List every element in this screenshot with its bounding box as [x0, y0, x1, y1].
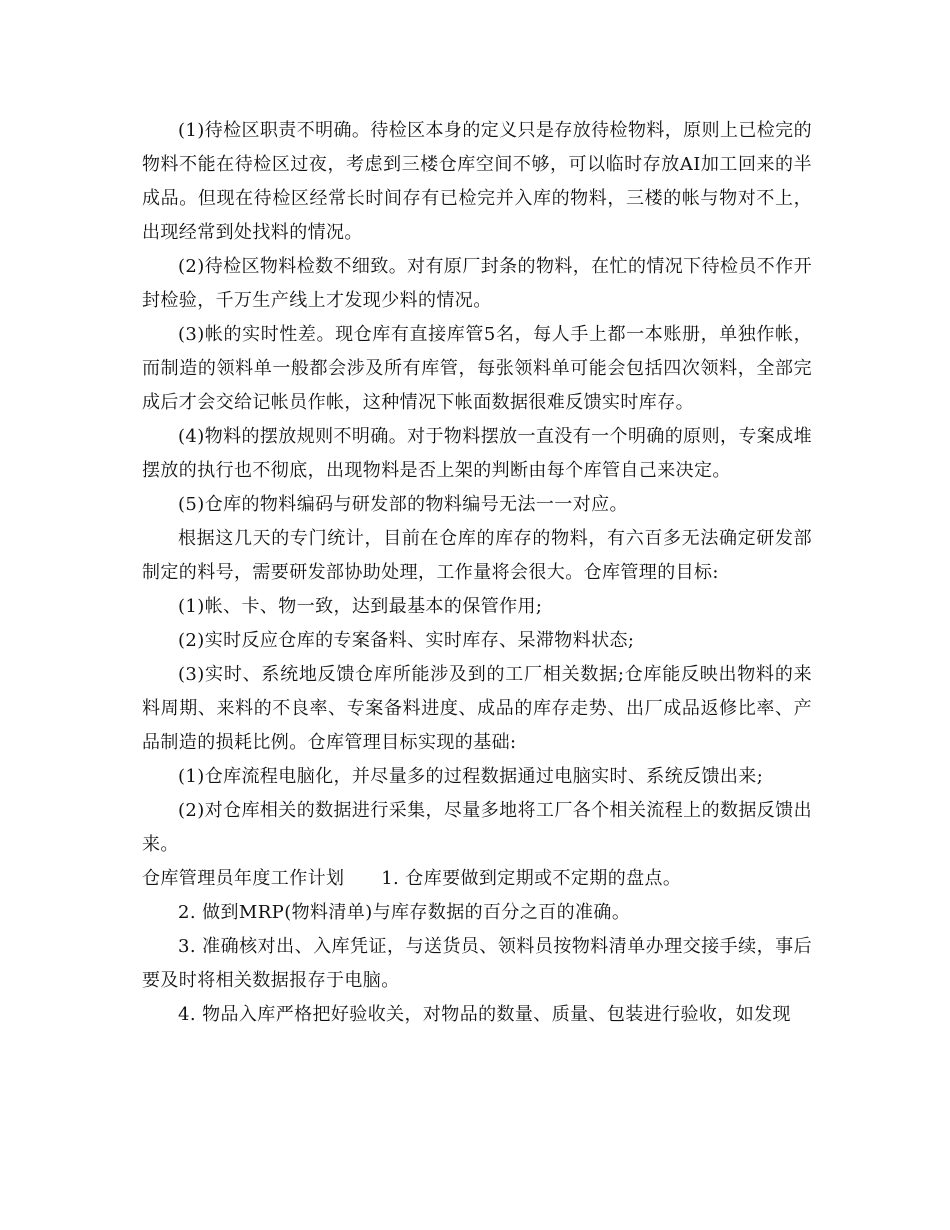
paragraph-statistics: 根据这几天的专门统计，目前在仓库的库存的物料，有六百多无法确定研发部制定的料号，需要研发部协助处理，工作量将会很大。仓库管理的目标: [142, 528, 812, 583]
paragraph-basis-1: (1)仓库流程电脑化，并尽量多的过程数据通过电脑实时、系统反馈出来; [178, 766, 764, 787]
paragraph-issue-1: (1)待检区职责不明确。待检区本身的定义只是存放待检物料，原则上已检完的物料不能在待检区过夜，考虑到三楼仓库空间不够，可以临时存放AI加工回来的半成品。但现在待检区经常长时间存有已检完并入库的物料，三楼的帐与物对不上，出现经常到处找料的情况。 [142, 120, 812, 243]
paragraph-issue-3: (3)帐的实时性差。现仓库有直接库管5名，每人手上都一本账册，单独作帐，而制造的领料单一般都会涉及所有库管，每张领料单可能会包括四次领料，全部完成后才会交给记帐员作帐，这种情况下帐面数据很难反馈实时库存。 [142, 324, 812, 413]
paragraph-plan-3: 3. 准确核对出、入库凭证，与送货员、领料员按物料清单办理交接手续，事后要及时将相关数据报存于电脑。 [142, 936, 812, 991]
paragraph-goal-2: (2)实时反应仓库的专案备料、实时库存、呆滞物料状态; [178, 630, 635, 651]
paragraph-issue-4: (4)物料的摆放规则不明确。对于物料摆放一直没有一个明确的原则，专案成堆摆放的执行也不彻底，出现物料是否上架的判断由每个库管自己来决定。 [142, 426, 812, 481]
paragraph-issue-2: (2)待检区物料检数不细致。对有原厂封条的物料，在忙的情况下待检员不作开封检验，千万生产线上才发现少料的情况。 [142, 256, 812, 311]
paragraph-goal-1: (1)帐、卡、物一致，达到最基本的保管作用; [178, 596, 543, 617]
paragraph-issue-5: (5)仓库的物料编码与研发部的物料编号无法一一对应。 [178, 494, 628, 515]
document-body [142, 114, 812, 1032]
paragraph-basis-2: (2)对仓库相关的数据进行采集，尽量多地将工厂各个相关流程上的数据反馈出来。 [142, 800, 812, 855]
paragraph-plan-4: 4. 物品入库严格把好验收关，对物品的数量、质量、包装进行验收，如发现 [178, 1004, 791, 1025]
paragraph-goal-3: (3)实时、系统地反馈仓库所能涉及到的工厂相关数据;仓库能反映出物料的来料周期、来料的不良率、专案备料进度、成品的库存走势、出厂成品返修比率、产品制造的损耗比例。仓库管理目标实现的基础: [142, 664, 812, 753]
paragraph-plan-heading: 仓库管理员年度工作计划 1. 仓库要做到定期或不定期的盘点。 [142, 868, 682, 889]
paragraph-plan-2: 2. 做到MRP(物料清单)与库存数据的百分之百的准确。 [178, 902, 631, 923]
